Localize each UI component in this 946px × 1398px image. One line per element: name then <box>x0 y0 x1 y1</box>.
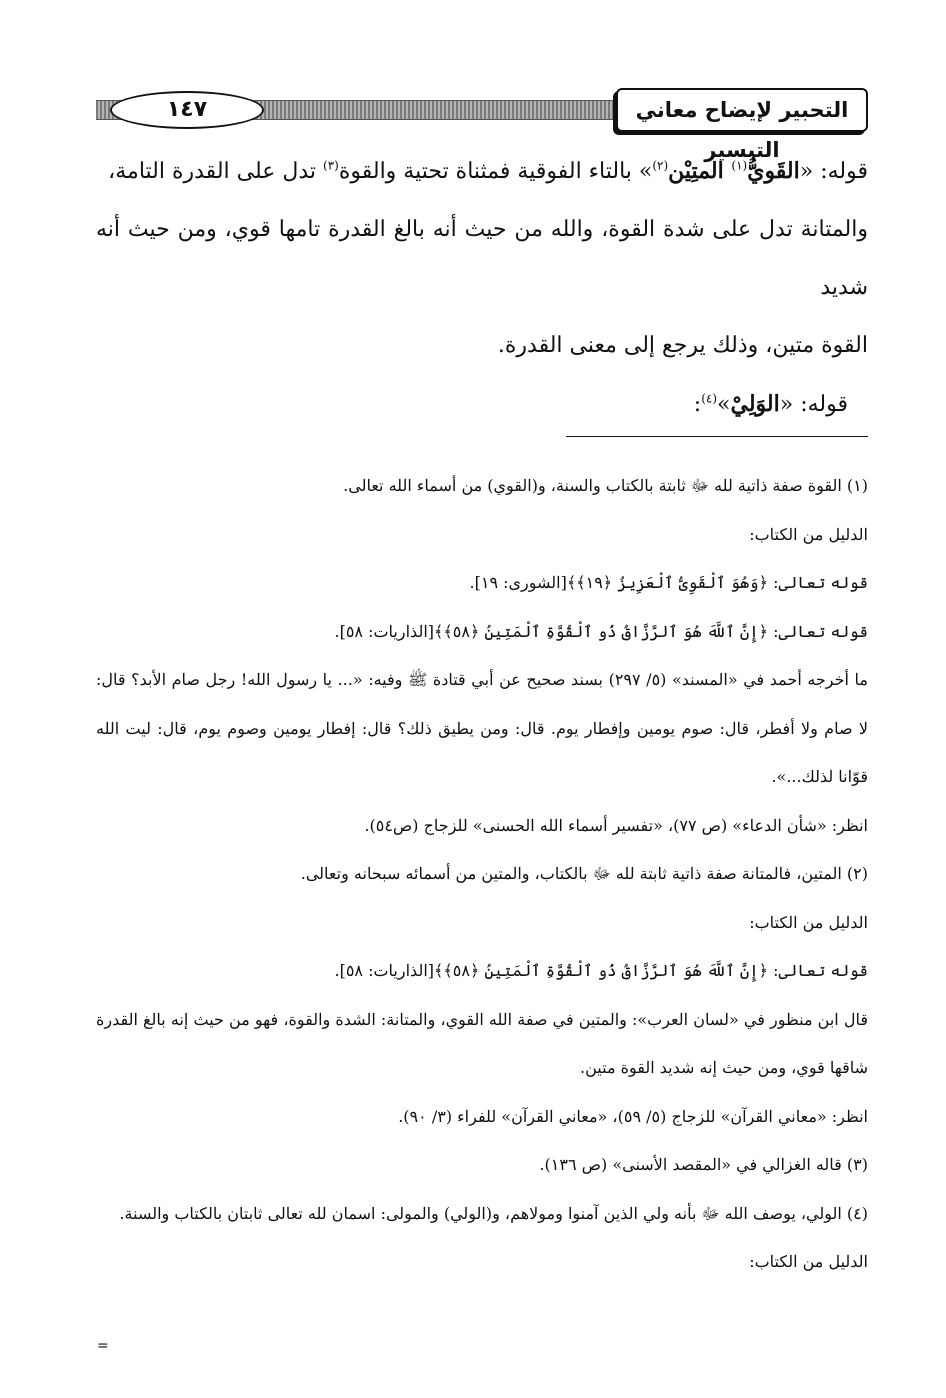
footnotes <box>96 462 868 1287</box>
footnote-line: (١) القوة صفة ذاتية لله ﷻ ثابتة بالكتاب والسنة، و(القوي) من أسماء الله تعالى. <box>343 476 868 495</box>
main-line-2: والمتانة تدل على شدة القوة، والله من حيث أنه بالغ القدرة تامها قوي، ومن حيث أنه شديد <box>96 217 868 300</box>
footnote-line: الدليل من الكتاب: <box>749 912 868 932</box>
defined-term: المتِيْن <box>668 158 732 184</box>
text-fragment: قوله: « <box>779 392 848 417</box>
footnote-line: انظر: «شأن الدعاء» (ص ٧٧)، «تفسير أسماء الله الحسنى» للزجاج (ص٥٤). <box>364 815 868 835</box>
text-fragment: » <box>717 392 731 417</box>
defined-term: الوَلِيْ <box>730 391 780 417</box>
main-line-1 <box>96 142 868 201</box>
footnote-line: الدليل من الكتاب: <box>749 1252 868 1271</box>
footnote-ref: (٢) <box>652 158 669 173</box>
page-number: ١٤٧ <box>110 91 264 129</box>
page-header <box>96 88 868 162</box>
footnote-line: الدليل من الكتاب: <box>749 524 868 544</box>
text-fragment: : <box>693 392 702 417</box>
book-title: التحبير لإيضاح معاني التيسير <box>616 88 868 132</box>
footnote-ref: (٤) <box>701 391 718 406</box>
footnote-line: (٢) المتين، فالمتانة صفة ذاتية ثابتة لله ﷻ بالكتاب، والمتين من أسمائه سبحانه وتعالى. <box>300 864 868 883</box>
main-text <box>96 142 868 434</box>
footnote-line: ما أخرجه أحمد في «المسند» (٥/ ٢٩٧) بسند صحيح عن أبي قتادة ﷺ وفيه: «... يا رسول الله! رجل صام الأبد؟ قال: لا صام ولا أفطر، قال: صوم يومين وإفطار يوم. قال: ومن يطيق ذلك؟ قال: إفطار يومين وصوم يوم، قال: ليت الله قوّانا لذلك...». <box>96 670 868 786</box>
main-line-3: القوة متين، وذلك يرجع إلى معنى القدرة. <box>497 333 868 358</box>
footnote-line: قوله تعالى: ﴿إِنَّ ٱللَّهَ هُوَ ٱلرَّزَّاقُ ذُو ٱلْقُوَّةِ ٱلْمَتِينُ ﴿٥٨﴾﴾[الذاريات: ٥٨]. <box>334 621 868 641</box>
text-fragment: قوله: « <box>799 159 868 184</box>
text-fragment: » بالتاء الفوقية فمثناة تحتية والقوة <box>338 159 653 184</box>
footnote-ref: (١) <box>731 158 748 173</box>
footnote-line: انظر: «معاني القرآن» للزجاج (٥/ ٥٩)، «معاني القرآن» للفراء (٣/ ٩٠). <box>398 1106 868 1126</box>
defined-term: القَويُّ <box>747 158 800 184</box>
footnote-separator <box>566 436 868 437</box>
footnote-line: قوله تعالى: ﴿إِنَّ ٱللَّهَ هُوَ ٱلرَّزَّاقُ ذُو ٱلْقُوَّةِ ٱلْمَتِينُ ﴿٥٨﴾﴾[الذاريات: ٥٨]. <box>334 961 868 980</box>
text-fragment: تدل على القدرة التامة، <box>108 159 324 184</box>
main-line-4 <box>96 375 868 434</box>
margin-mark: = <box>97 1338 109 1354</box>
footnote-line: قال ابن منظور في «لسان العرب»: والمتين في صفة الله القوي، والمتانة: الشدة والقوة، فهو من حيث إنه بالغ القدرة شاقها قوي، ومن حيث إنه شديد القوة متين. <box>96 1009 868 1077</box>
footnote-ref: (٣) <box>323 158 339 173</box>
footnote-line: قوله تعالى: ﴿وَهُوَ ٱلْقَوِىُّ ٱلْعَزِيزُ ﴿١٩﴾﴾[الشورى: ١٩]. <box>469 573 868 592</box>
footnote-line: (٤) الولي، يوصف الله ﷻ بأنه ولي الذين آمنوا ومولاهم، و(الولي) والمولى: اسمان لله تعالى ثابتان بالكتاب والسنة. <box>119 1203 868 1223</box>
footnote-line: (٣) قاله الغزالي في «المقصد الأسنى» (ص ١٣٦). <box>539 1155 868 1174</box>
